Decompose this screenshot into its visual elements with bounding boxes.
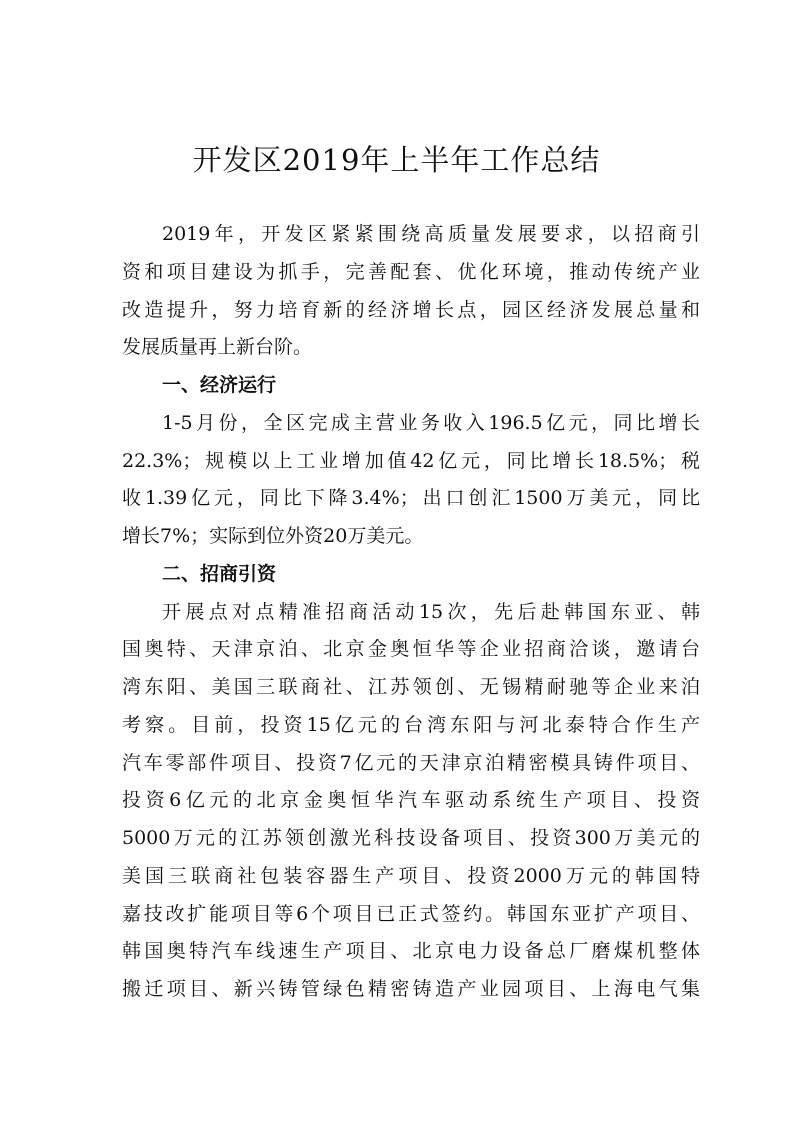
paragraph-line: 湾东阳、美国三联商社、江苏领创、无锡精耐驰等企业来泊 bbox=[122, 676, 700, 698]
paragraph-line: 资和项目建设为抓手，完善配套、优化环境，推动传统产业 bbox=[122, 260, 700, 283]
paragraph-line: 嘉技改扩能项目等6个项目已正式签约。韩国东亚扩产项目、 bbox=[122, 902, 700, 925]
paragraph-line: 发展质量再上新台阶。 bbox=[122, 336, 313, 359]
paragraph-line: 1-5月份，全区完成主营业务收入196.5亿元，同比增长 bbox=[162, 411, 700, 434]
paragraph-line: 美国三联商社包装容器生产项目、投资2000万元的韩国特 bbox=[122, 864, 700, 887]
paragraph-line: 改造提升，努力培育新的经济增长点，园区经济发展总量和 bbox=[122, 298, 700, 321]
paragraph-line: 2019年，开发区紧紧围绕高质量发展要求，以招商引 bbox=[162, 223, 700, 245]
paragraph-line: 投资6亿元的北京金奥恒华汽车驱动系统生产项目、投资 bbox=[122, 789, 700, 812]
paragraph-line: 5000万元的江苏领创激光科技设备项目、投资300万美元的 bbox=[122, 827, 700, 849]
paragraph-line: 国奥特、天津京泊、北京金奥恒华等企业招商洽谈，邀请台 bbox=[122, 638, 700, 661]
paragraph-line: 增长7%；实际到位外资20万美元。 bbox=[122, 525, 424, 547]
paragraph-line: 开展点对点精准招商活动15次，先后赴韩国东亚、韩 bbox=[162, 600, 700, 623]
paragraph-line: 22.3%；规模以上工业增加值42亿元，同比增长18.5%；税 bbox=[122, 449, 700, 472]
section-heading-investment: 二、招商引资 bbox=[162, 562, 277, 585]
paragraph-line: 搬迁项目、新兴铸管绿色精密铸造产业园项目、上海电气集 bbox=[122, 978, 700, 1000]
paragraph-line: 韩国奥特汽车线速生产项目、北京电力设备总厂磨煤机整体 bbox=[122, 940, 700, 963]
paragraph-line: 汽车零部件项目、投资7亿元的天津京泊精密模具铸件项目、 bbox=[122, 751, 700, 774]
section-heading-economy: 一、经济运行 bbox=[162, 374, 277, 396]
paragraph-line: 收1.39亿元，同比下降3.4%；出口创汇1500万美元，同比 bbox=[122, 487, 700, 510]
paragraph-line: 考察。目前，投资15亿元的台湾东阳与河北泰特合作生产 bbox=[122, 713, 700, 736]
document-title: 开发区2019年上半年工作总结 bbox=[192, 143, 601, 177]
document-body bbox=[122, 216, 700, 1009]
